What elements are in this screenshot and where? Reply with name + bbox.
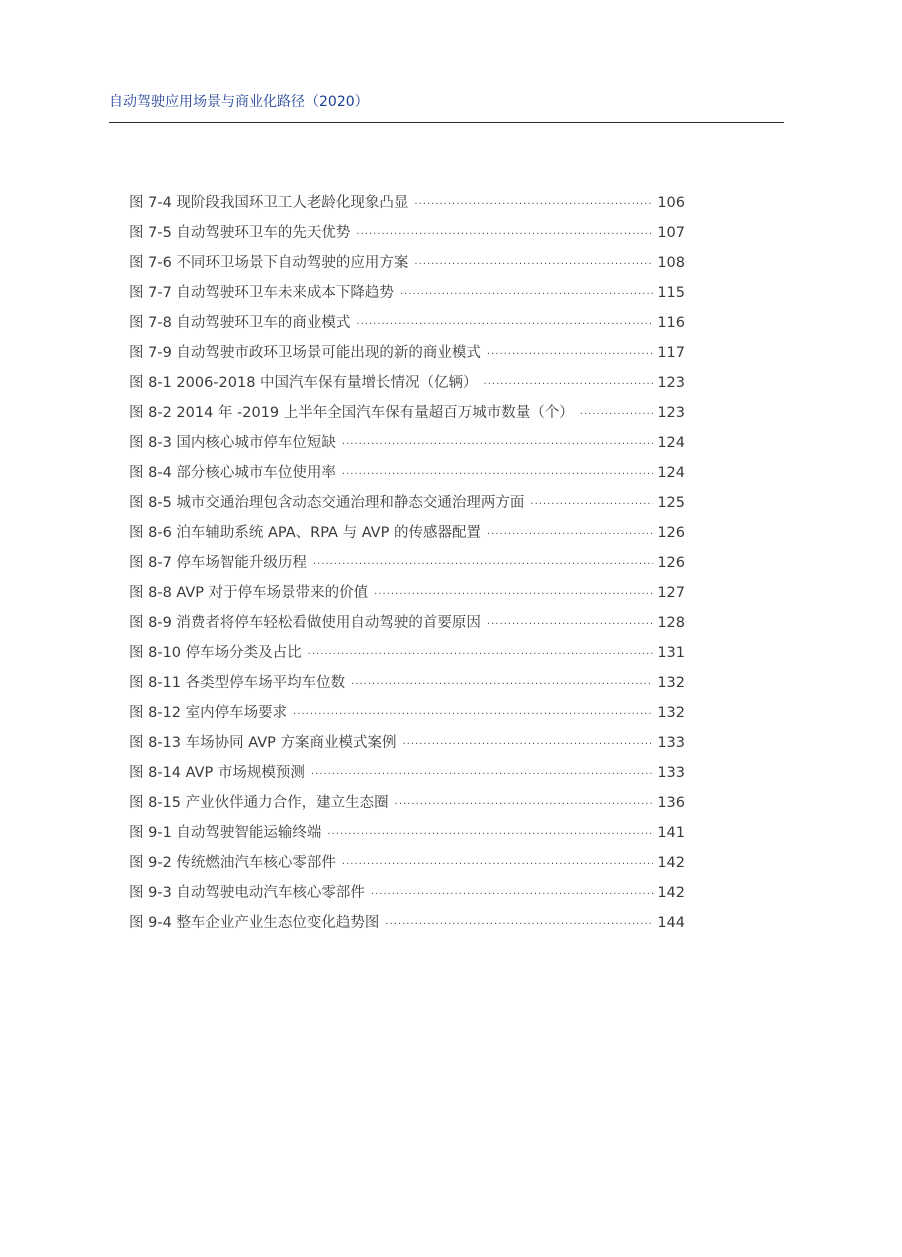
toc-dot-leader	[487, 610, 653, 640]
toc-entry-page-number: 136	[657, 795, 685, 811]
toc-entry-page-number: 126	[657, 525, 685, 541]
toc-entry[interactable]	[129, 848, 685, 878]
toc-entry-page-number: 125	[657, 495, 685, 511]
toc-entry-label: 图 8-10 停车场分类及占比	[129, 645, 302, 661]
toc-entry-page-number: 106	[657, 195, 685, 211]
toc-entry[interactable]	[129, 518, 685, 548]
toc-entry-label: 图 9-4 整车企业产业生态位变化趋势图	[129, 915, 380, 931]
toc-dot-leader	[580, 400, 654, 430]
toc-entry-label: 图 7-8 自动驾驶环卫车的商业模式	[129, 315, 351, 331]
toc-entry[interactable]	[129, 788, 685, 818]
toc-dot-leader	[351, 670, 653, 700]
toc-entry-label: 图 7-6 不同环卫场景下自动驾驶的应用方案	[129, 255, 409, 271]
toc-entry[interactable]	[129, 368, 685, 398]
toc-entry-page-number: 108	[657, 255, 685, 271]
toc-entry-label: 图 9-3 自动驾驶电动汽车核心零部件	[129, 885, 365, 901]
toc-dot-leader	[374, 580, 653, 610]
toc-entry-label: 图 8-7 停车场智能升级历程	[129, 555, 307, 571]
toc-entry[interactable]	[129, 608, 685, 638]
toc-entry[interactable]	[129, 338, 685, 368]
toc-entry-label: 图 8-5 城市交通治理包含动态交通治理和静态交通治理两方面	[129, 495, 525, 511]
toc-dot-leader	[395, 790, 654, 820]
toc-entry-label: 图 8-4 部分核心城市车位使用率	[129, 465, 336, 481]
toc-entry-page-number: 123	[657, 405, 685, 421]
toc-entry-page-number: 124	[657, 435, 685, 451]
toc-entry-page-number: 133	[657, 765, 685, 781]
toc-entry[interactable]	[129, 458, 685, 488]
toc-dot-leader	[414, 190, 653, 220]
toc-dot-leader	[403, 730, 654, 760]
toc-dot-leader	[400, 280, 653, 310]
toc-entry-page-number: 115	[657, 285, 685, 301]
toc-entry-label: 图 8-8 AVP 对于停车场景带来的价值	[129, 585, 369, 601]
toc-entry-label: 图 8-14 AVP 市场规模预测	[129, 765, 305, 781]
toc-entry-label: 图 8-13 车场协同 AVP 方案商业模式案例	[129, 735, 397, 751]
toc-entry-label: 图 8-2 2014 年 -2019 上半年全国汽车保有量超百万城市数量（个）	[129, 405, 574, 421]
header-divider	[109, 122, 784, 123]
toc-dot-leader	[313, 550, 653, 580]
toc-entry-page-number: 141	[657, 825, 685, 841]
toc-dot-leader	[308, 640, 654, 670]
running-header	[109, 92, 784, 124]
toc-dot-leader	[342, 430, 653, 460]
toc-entry[interactable]	[129, 308, 685, 338]
toc-entry-label: 图 8-15 产业伙伴通力合作，建立生态圈	[129, 795, 389, 811]
toc-dot-leader	[342, 850, 653, 880]
toc-entry[interactable]	[129, 638, 685, 668]
toc-entry[interactable]	[129, 878, 685, 908]
toc-entry-page-number: 127	[657, 585, 685, 601]
toc-entry-page-number: 107	[657, 225, 685, 241]
toc-entry-page-number: 133	[657, 735, 685, 751]
toc-entry[interactable]	[129, 248, 685, 278]
toc-dot-leader	[356, 220, 653, 250]
toc-dot-leader	[487, 520, 653, 550]
toc-entry[interactable]	[129, 698, 685, 728]
toc-entry-label: 图 9-1 自动驾驶智能运输终端	[129, 825, 322, 841]
toc-entry-label: 图 9-2 传统燃油汽车核心零部件	[129, 855, 336, 871]
toc-dot-leader	[385, 910, 653, 940]
toc-dot-leader	[414, 250, 653, 280]
toc-entry[interactable]	[129, 188, 685, 218]
toc-entry-page-number: 124	[657, 465, 685, 481]
toc-entry-page-number: 142	[657, 855, 685, 871]
toc-entry-label: 图 7-9 自动驾驶市政环卫场景可能出现的新的商业模式	[129, 345, 481, 361]
toc-entry-page-number: 123	[657, 375, 685, 391]
toc-entry[interactable]	[129, 908, 685, 938]
toc-entry-label: 图 8-9 消费者将停车轻松看做使用自动驾驶的首要原因	[129, 615, 481, 631]
toc-entry-page-number: 142	[657, 885, 685, 901]
toc-entry-page-number: 126	[657, 555, 685, 571]
toc-entry-label: 图 7-7 自动驾驶环卫车未来成本下降趋势	[129, 285, 394, 301]
toc-entry[interactable]	[129, 488, 685, 518]
toc-entry-page-number: 116	[657, 315, 685, 331]
toc-entry[interactable]	[129, 428, 685, 458]
toc-entry-page-number: 132	[657, 705, 685, 721]
toc-entry[interactable]	[129, 818, 685, 848]
toc-entry-page-number: 131	[657, 645, 685, 661]
toc-entry[interactable]	[129, 218, 685, 248]
toc-entry[interactable]	[129, 668, 685, 698]
toc-dot-leader	[311, 760, 653, 790]
toc-dot-leader	[371, 880, 653, 910]
toc-entry[interactable]	[129, 278, 685, 308]
toc-dot-leader	[327, 820, 653, 850]
toc-entry-page-number: 132	[657, 675, 685, 691]
toc-entry-page-number: 128	[657, 615, 685, 631]
toc-entry-label: 图 8-12 室内停车场要求	[129, 705, 288, 721]
toc-entry[interactable]	[129, 398, 685, 428]
figure-list-of-contents	[129, 188, 685, 938]
toc-dot-leader	[484, 370, 654, 400]
toc-entry-label: 图 8-3 国内核心城市停车位短缺	[129, 435, 336, 451]
toc-entry-label: 图 8-6 泊车辅助系统 APA、RPA 与 AVP 的传感器配置	[129, 525, 481, 541]
toc-dot-leader	[356, 310, 653, 340]
toc-dot-leader	[342, 460, 653, 490]
header-title: 自动驾驶应用场景与商业化路径（2020）	[109, 94, 369, 110]
toc-entry-label: 图 7-4 现阶段我国环卫工人老龄化现象凸显	[129, 195, 409, 211]
toc-entry[interactable]	[129, 728, 685, 758]
toc-entry[interactable]	[129, 578, 685, 608]
toc-dot-leader	[293, 700, 653, 730]
toc-entry-label: 图 7-5 自动驾驶环卫车的先天优势	[129, 225, 351, 241]
toc-entry-page-number: 144	[657, 915, 685, 931]
toc-entry[interactable]	[129, 548, 685, 578]
toc-entry-page-number: 117	[657, 345, 685, 361]
toc-entry-label: 图 8-11 各类型停车场平均车位数	[129, 675, 346, 691]
toc-dot-leader	[530, 490, 653, 520]
toc-entry[interactable]	[129, 758, 685, 788]
toc-dot-leader	[487, 340, 653, 370]
toc-entry-label: 图 8-1 2006-2018 中国汽车保有量增长情况（亿辆）	[129, 375, 478, 391]
